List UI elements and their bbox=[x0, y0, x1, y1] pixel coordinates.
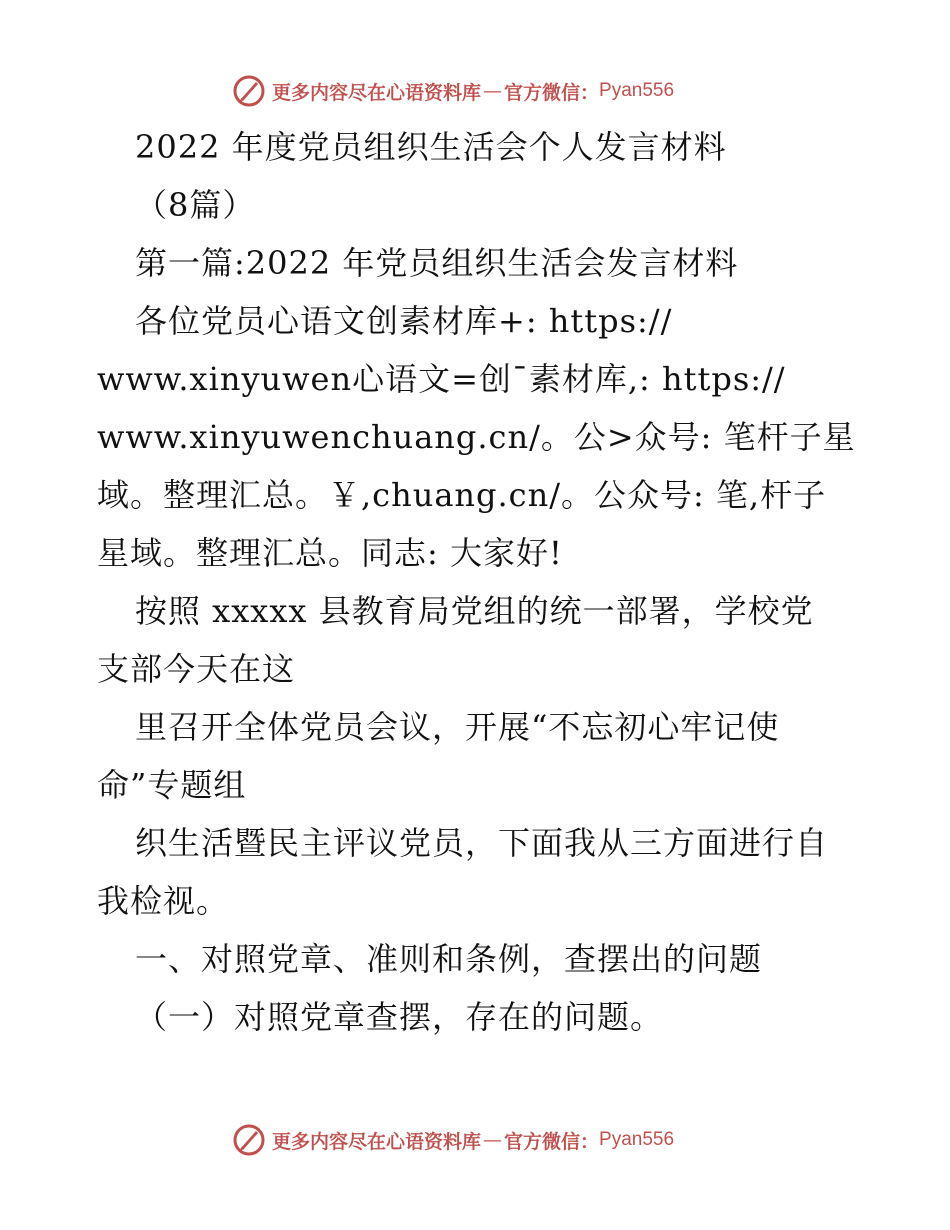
body-line: 命”专题组 bbox=[97, 766, 247, 804]
watermark-id: Pyan556 bbox=[599, 80, 675, 101]
body-line: www.xinyuwenchuang.cn/。公>众号: 笔杆子星 bbox=[97, 418, 856, 456]
header-watermark bbox=[232, 71, 712, 111]
watermark-id: Pyan556 bbox=[599, 1129, 675, 1150]
body-line: 里召开全体党员会议，开展“不忘初心牢记使 bbox=[135, 708, 780, 746]
watermark-separator: — bbox=[483, 1129, 503, 1151]
watermark-separator: — bbox=[483, 80, 503, 102]
body-line: 支部今天在这 bbox=[97, 650, 296, 688]
body-line: 按照 xxxxx 县教育局党组的统一部署，学校党 bbox=[135, 592, 814, 630]
watermark-label: 官方微信： bbox=[504, 1130, 600, 1153]
document-title-count: （8篇） bbox=[135, 186, 256, 224]
body-line: www.xinyuwen心语文=创¯素材库,: https:// bbox=[97, 360, 786, 398]
outline-subheading: （一）对照党章查摆，存在的问题。 bbox=[135, 998, 664, 1036]
quill-logo-icon bbox=[232, 1123, 266, 1157]
body-line: 域。整理汇总。￥,chuang.cn/。公众号: 笔,杆子 bbox=[97, 476, 827, 514]
section-heading: 第一篇:2022 年党员组织生活会发言材料 bbox=[135, 244, 739, 282]
body-line: 星域。整理汇总。同志: 大家好! bbox=[97, 534, 563, 572]
footer-watermark bbox=[232, 1120, 712, 1160]
outline-heading: 一、对照党章、准则和条例，查摆出的问题 bbox=[135, 940, 763, 978]
document-title: 2022 年度党员组织生活会个人发言材料 bbox=[135, 128, 727, 166]
body-line: 我检视。 bbox=[97, 882, 230, 920]
body-line: 织生活暨民主评议党员，下面我从三方面进行自 bbox=[135, 824, 829, 862]
watermark-text: 更多内容尽在心语资料库 bbox=[272, 1130, 482, 1153]
quill-logo-icon bbox=[232, 74, 266, 108]
watermark-label: 官方微信： bbox=[504, 81, 600, 104]
document-body bbox=[97, 118, 857, 1046]
body-line: 各位党员心语文创素材库+: https:// bbox=[135, 302, 673, 340]
watermark-text: 更多内容尽在心语资料库 bbox=[272, 81, 482, 104]
